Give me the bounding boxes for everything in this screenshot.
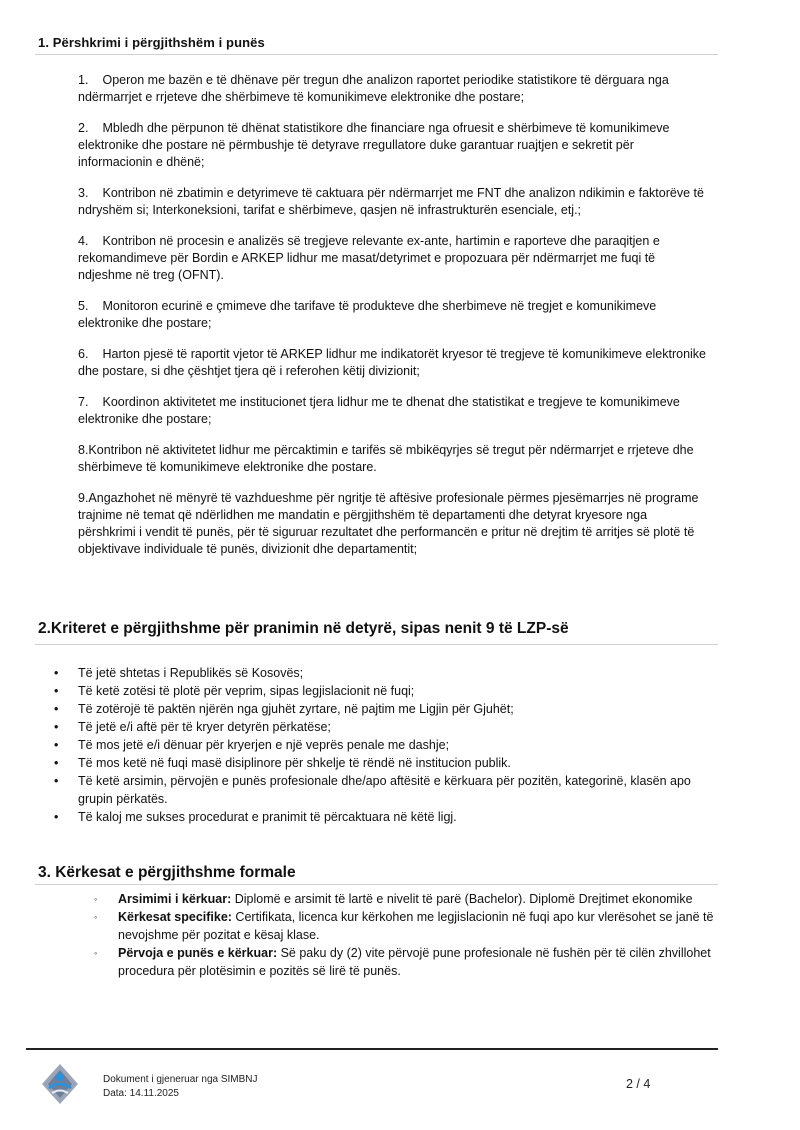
requirement-item (94, 908, 714, 944)
criteria-text: Të jetë e/i aftë për të kryer detyrën përkatëse; (78, 720, 331, 734)
duty-text: Mbledh dhe përpunon të dhënat statistikore dhe financiare nga ofruesit e shërbimeve të komunikimeve elektronike dhe postare në përmbushje të detyrave rregullatore duke garantuar ruajtjen e sekretit për informacionin e dhënë; (78, 121, 670, 169)
bullet-icon: • (54, 666, 59, 680)
criteria-text: Të mos ketë në fuqi masë disiplinore për shkelje të rëndë në institucion publik. (78, 756, 511, 770)
duty-item (78, 233, 708, 284)
criteria-item (54, 754, 714, 772)
section-heading-general-criteria: 2.Kriteret e përgjithshme për pranimin në detyrë, sipas nenit 9 të LZP-së (38, 620, 569, 637)
duty-number: 7. (78, 395, 89, 409)
page-number: 2 / 4 (626, 1077, 651, 1091)
criteria-item (54, 736, 714, 754)
duty-text: Monitoron ecurinë e çmimeve dhe tarifave të produkteve dhe sherbimeve në tregjet e komunikimeve elektronike dhe postare; (78, 299, 657, 330)
job-duties-list (78, 72, 708, 572)
section-heading-job-description: 1. Përshkrimi i përgjithshëm i punës (38, 35, 265, 50)
circle-bullet-icon: ◦ (94, 948, 98, 958)
criteria-item (54, 772, 714, 808)
requirement-label: Përvoja e punës e kërkuar: (118, 946, 278, 960)
duty-item (78, 120, 708, 171)
requirement-item (94, 890, 714, 908)
criteria-text: Të kaloj me sukses procedurat e pranimit të përcaktuara në këtë ligj. (78, 810, 457, 824)
duty-text: Koordinon aktivitetet me institucionet tjera lidhur me te dhenat dhe statistikat e tregjeve te komunikimeve elektronike dhe postare; (78, 395, 680, 426)
requirement-text: Certifikata, licenca kur kërkohen me legjislacionin në fuqi apo kur vlerësohet se janë të nevojshme për pozitat e kësaj klase. (118, 910, 714, 942)
criteria-item (54, 700, 714, 718)
criteria-text: Të zotërojë të paktën njërën nga gjuhët zyrtare, në pajtim me Ligjin për Gjuhët; (78, 702, 514, 716)
criteria-text: Të jetë shtetas i Republikës së Kosovës; (78, 666, 304, 680)
duty-item (78, 185, 708, 219)
duty-text: 9.Angazhohet në mënyrë të vazhdueshme për ngritje të aftësive profesionale përmes pjesëmarrjes në programe trajnime në temat që ndërlidhen me mandatin e përgjithshëm të departamenti dhe detyrat kryesore nga përshkrimi i vendit të punës, për të siguruar rezultatet dhe performancën e pritur në drejtim të arritjes së plotë të objektivave individuale të punës, divizionit dhe departamentit; (78, 491, 699, 556)
duty-item (78, 442, 708, 476)
duty-text: Kontribon në procesin e analizës së tregjeve relevante ex-ante, hartimin e raporteve dhe paraqitjen e rekomandimeve për Bordin e ARKEP lidhur me masat/detyrimet e propozuara për ndërmarrjet me fuqi të ndjeshme në treg (OFNT). (78, 234, 660, 282)
requirement-text: Diplomë e arsimit të lartë e nivelit të parë (Bachelor). Diplomë Drejtimet ekonomike (231, 892, 693, 906)
duty-number: 3. (78, 186, 89, 200)
duty-item (78, 298, 708, 332)
duty-number: 4. (78, 234, 89, 248)
criteria-list (54, 664, 714, 826)
criteria-item (54, 808, 714, 826)
requirement-label: Kërkesat specifike: (118, 910, 232, 924)
footer-info (103, 1073, 258, 1101)
criteria-item (54, 664, 714, 682)
duty-text: Harton pjesë të raportit vjetor të ARKEP lidhur me indikatorët kryesor të tregjeve të komunikimeve elektronike dhe postare, si dhe çështjet tjera që i referohen këtij divizionit; (78, 347, 707, 378)
duty-item (78, 394, 708, 428)
duty-number: 5. (78, 299, 89, 313)
section-divider (35, 644, 718, 645)
criteria-text: Të ketë arsimin, përvojën e punës profesionale dhe/apo aftësitë e kërkuara për pozitën, kategorinë, klasën apo grupin përkatës. (78, 774, 691, 806)
bullet-icon: • (54, 810, 59, 824)
duty-text: Operon me bazën e të dhënave për tregun dhe analizon raportet periodike statistikore të dërguara nga ndërmarrjet e rrjeteve dhe shërbimeve të komunikimeve elektronike dhe postare; (78, 73, 669, 104)
section-divider (35, 884, 718, 885)
duty-item (78, 72, 708, 106)
section-divider (35, 54, 718, 55)
circle-bullet-icon: ◦ (94, 894, 98, 904)
criteria-item (54, 718, 714, 736)
duty-number: 1. (78, 73, 89, 87)
duty-text: 8.Kontribon në aktivitetet lidhur me përcaktimin e tarifës së mbikëqyrjes së tregut për ndërmarrjet e rrjeteve dhe shërbimeve të komunikimeve elektronike dhe postare. (78, 443, 694, 474)
section-heading-formal-requirements: 3. Kërkesat e përgjithshme formale (38, 864, 296, 881)
duty-item (78, 346, 708, 380)
footer-generated-by: Dokument i gjeneruar nga SIMBNJ (103, 1074, 258, 1085)
criteria-text: Të ketë zotësi të plotë për veprim, sipas legjislacionit në fuqi; (78, 684, 415, 698)
footer-divider (26, 1048, 718, 1050)
criteria-text: Të mos jetë e/i dënuar për kryerjen e një veprës penale me dashje; (78, 738, 450, 752)
bullet-icon: • (54, 756, 59, 770)
footer-date: Data: 14.11.2025 (103, 1088, 179, 1099)
duty-text: Kontribon në zbatimin e detyrimeve të caktuara për ndërmarrjet me FNT dhe analizon ndikimin e faktorëve të ndryshëm si; Interkoneksioni, tarifat e shërbimeve, qasjen në infrastrukturën esenciale, etj.; (78, 186, 704, 217)
bullet-icon: • (54, 774, 59, 788)
requirement-label: Arsimimi i kërkuar: (118, 892, 232, 906)
simbnj-logo-icon (40, 1062, 80, 1106)
bullet-icon: • (54, 702, 59, 716)
criteria-item (54, 682, 714, 700)
duty-item (78, 490, 708, 558)
requirement-text: Së paku dy (2) vite përvojë pune profesionale në fushën për të cilën zhvillohet procedura për plotësimin e pozitës së lirë të punës. (118, 946, 711, 978)
requirement-item (94, 944, 714, 980)
bullet-icon: • (54, 684, 59, 698)
bullet-icon: • (54, 720, 59, 734)
circle-bullet-icon: ◦ (94, 912, 98, 922)
duty-number: 2. (78, 121, 89, 135)
formal-requirements-list (94, 890, 714, 980)
bullet-icon: • (54, 738, 59, 752)
duty-number: 6. (78, 347, 89, 361)
